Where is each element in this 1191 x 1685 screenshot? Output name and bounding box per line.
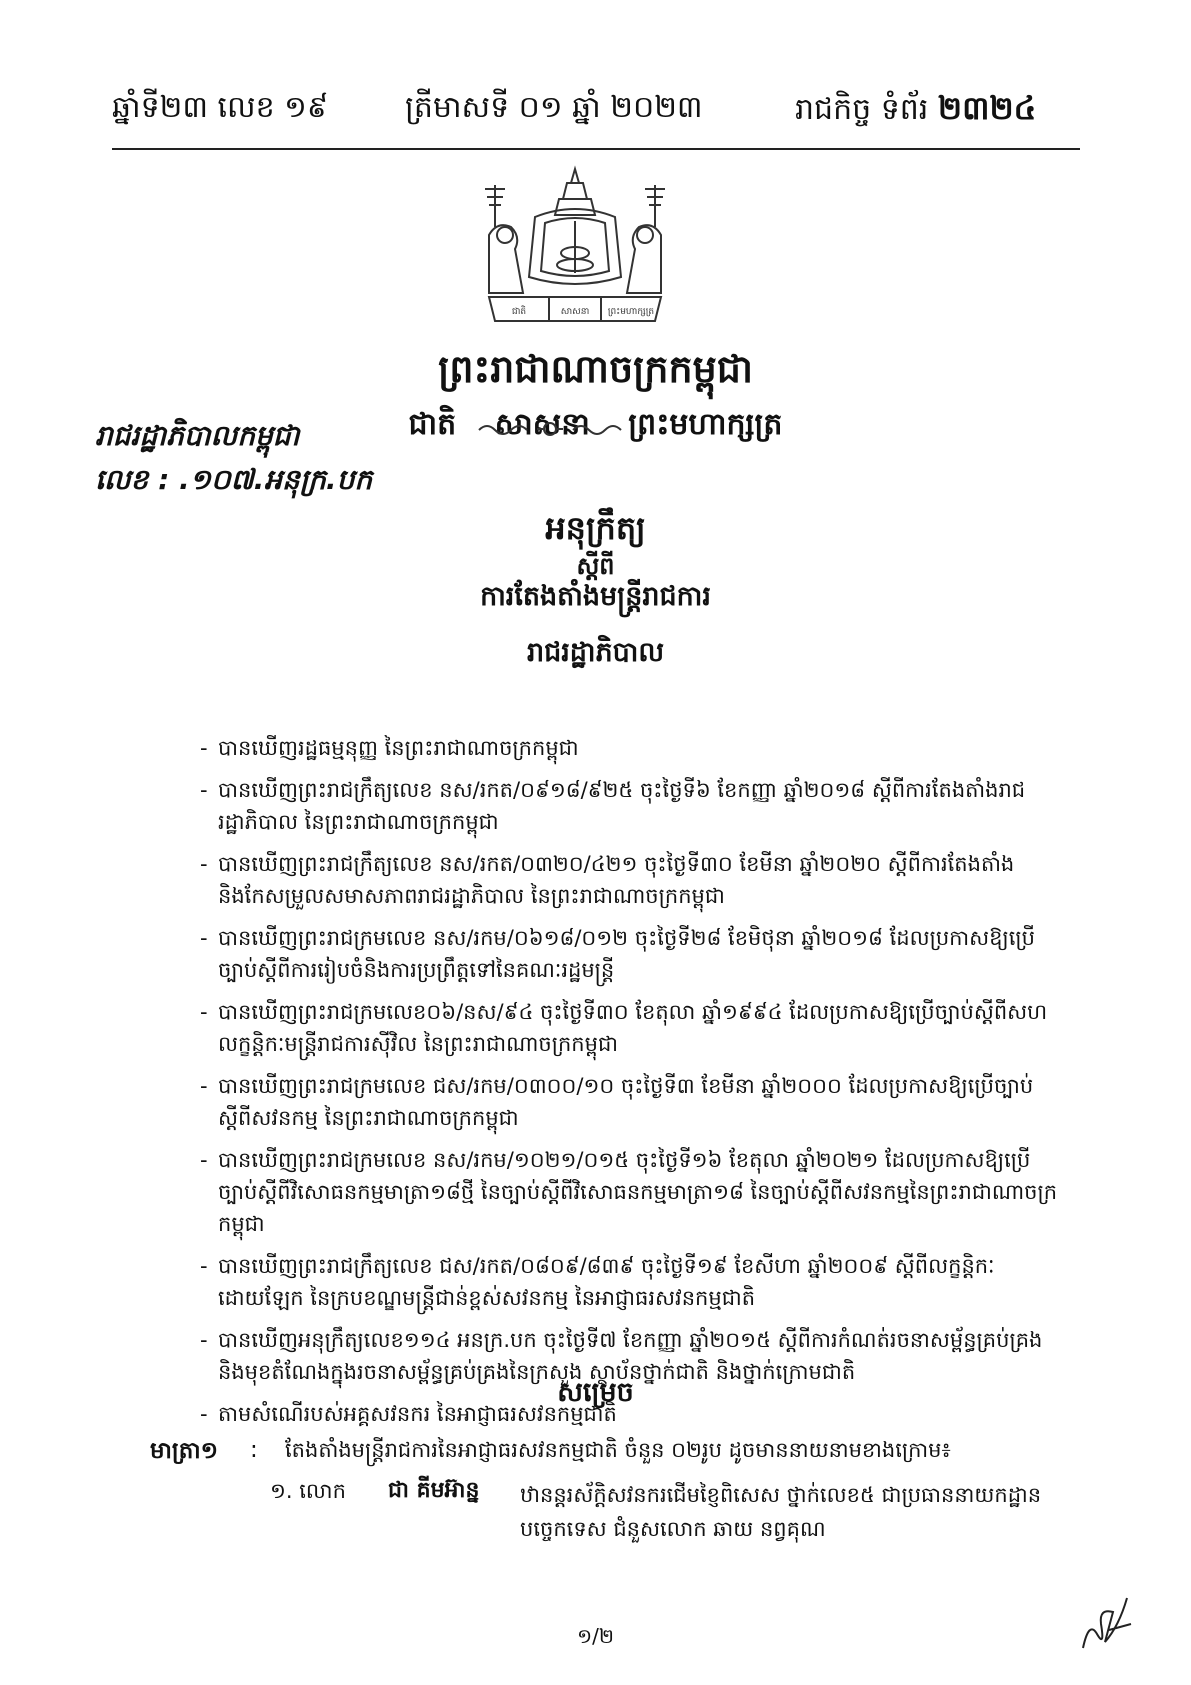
- preamble-item: - បានឃើញព្រះរាជក្រឹត្យលេខ នស/រកត/០៩១៨/៩២៥ ចុះថ្ងៃទី៦ ខែកញ្ញា ឆ្នាំ២០១៨ ស្តីពីការតែងតាំងរាជរដ្ឋាភិបាល នៃព្រះរាជាណាចក្រកម្ពុជា: [200, 778, 1026, 834]
- scroll-word-nation: ជាតិ: [511, 307, 527, 317]
- preamble-item: - តាមសំណើរបស់អគ្គសវនករ នៃអាជ្ញាធរសវនកម្មជាតិ: [200, 1402, 617, 1426]
- scroll-word-religion: សាសនា: [560, 307, 590, 317]
- decree-subject: ការតែងតាំងមន្ត្រីរាជការ: [480, 581, 711, 612]
- royal-arms-icon: [475, 165, 675, 325]
- decree-authority: រាជរដ្ឋាភិបាល: [526, 637, 665, 668]
- preamble-item: - បានឃើញព្រះរាជក្រឹត្យលេខ ជស/រកត/០៨០៩/៨៣៩ ចុះថ្ងៃទី១៩ ខែសីហា ឆ្នាំ២០០៩ ស្តីពីលក្ខន្តិកៈដោយឡែក នៃក្របខណ្ឌមន្ត្រីជាន់ខ្ពស់សវនកម្ម នៃអាជ្ញាធរសវនកម្មជាតិ: [200, 1254, 995, 1310]
- person-name: ជា គីមអ៊ាន្ន: [388, 1478, 480, 1503]
- royal-coat-of-arms: [475, 165, 675, 325]
- header-quarter: ត្រីមាសទី ០១ ឆ្នាំ ២០២៣: [405, 90, 703, 125]
- decree-about: ស្តីពី: [576, 552, 615, 580]
- article-colon: :: [250, 1437, 258, 1463]
- signature-icon: [1075, 1590, 1135, 1660]
- issuer-name: រាជរដ្ឋាភិបាលកម្ពុជា: [95, 419, 300, 452]
- decree-number: លេខ : .១០៧.អនុក្រ.បក: [95, 463, 373, 496]
- header-page-label: រាជកិច្ច ទំព័រ: [795, 92, 929, 127]
- header-page-number: ២៣២៤: [937, 89, 1037, 127]
- header-page: [795, 88, 1036, 135]
- scroll-word-king: ព្រះមហាក្សត្រ: [607, 307, 655, 317]
- decree-type: អនុក្រឹត្យ: [545, 509, 646, 547]
- header-issue: ឆ្នាំទី២៣ លេខ ១៩: [112, 90, 329, 125]
- preamble-item: - បានឃើញព្រះរាជក្រឹត្យលេខ នស/រកត/០៣២០/៤២១ ចុះថ្ងៃទី៣០ ខែមីនា ឆ្នាំ២០២០ ស្តីពីការតែងតាំង និងកែសម្រួលសមាសភាពរាជរដ្ឋាភិបាល នៃព្រះរាជាណាចក្រកម្ពុជា: [200, 852, 1015, 908]
- kingdom-title: ព្រះរាជាណាចក្រកម្ពុជា: [438, 347, 753, 391]
- article-label: មាត្រា១: [150, 1438, 219, 1464]
- preamble-item: - បានឃើញព្រះរាជក្រមលេខ ជស/រកម/០៣០០/១០ ចុះថ្ងៃទី៣ ខែមីនា ឆ្នាំ២០០០ ដែលប្រកាសឱ្យប្រើច្បាប់ស្តីពីសវនកម្ម នៃព្រះរាជាណាចក្រកម្ពុជា: [200, 1074, 1034, 1130]
- preamble-item: - បានឃើញអនុក្រឹត្យលេខ១១៤ អនក្រ.បក ចុះថ្ងៃទី៧ ខែកញ្ញា ឆ្នាំ២០១៥ ស្តីពីការកំណត់រចនាសម្ព័ន្ធគ្រប់គ្រង និងមុខតំណែងក្នុងរចនាសម្ព័ន្ធគ្រប់គ្រងនៃក្រសួង ស្ថាប័នថ្នាក់ជាតិ និងថ្នាក់ក្រោមជាតិ: [200, 1328, 1043, 1384]
- preamble-item: - បានឃើញព្រះរាជក្រមលេខ នស/រកម/១០២១/០១៥ ចុះថ្ងៃទី១៦ ខែតុលា ឆ្នាំ២០២១ ដែលប្រកាសឱ្យប្រើច្បាប់ស្តីពីវិសោធនកម្មមាត្រា១៨ថ្មី នៃច្បាប់ស្តីពីវិសោធនកម្មមាត្រា១៨ នៃច្បាប់ស្តីពីសវនកម្មនៃព្រះរាជាណាចក្រកម្ពុជា: [200, 1148, 1058, 1236]
- page-number: ១/២: [576, 1624, 614, 1648]
- initial-signature: [1075, 1590, 1135, 1664]
- person-description: ឋានន្តរស័ក្តិសវនករជើមខ្ញៃពិសេស ថ្នាក់លេខ៥ ជាប្រធាននាយកដ្ឋានបច្ចេកទេស ជំនួសលោក ឆាយ នព្វគុណ: [520, 1483, 1042, 1541]
- preamble-list: [200, 732, 1060, 1440]
- preamble-item: - បានឃើញព្រះរាជក្រមលេខ០៦/នស/៩៤ ចុះថ្ងៃទី៣០ ខែតុលា ឆ្នាំ១៩៩៤ ដែលប្រកាសឱ្យប្រើច្បាប់ស្តីពីសហលក្ខន្តិកៈមន្ត្រីរាជការស៊ីវិល នៃព្រះរាជាណាចក្រកម្ពុជា: [200, 1000, 1048, 1056]
- national-motto: ជាតិ សាសនា ព្រះមហាក្សត្រ: [408, 407, 783, 442]
- header-rule: [112, 148, 1080, 150]
- ornament-divider: [475, 418, 625, 442]
- preamble-item: - បានឃើញរដ្ឋធម្មនុញ្ញ នៃព្រះរាជាណាចក្រកម្ពុជា: [200, 736, 579, 760]
- article-text: តែងតាំងមន្ត្រីរាជការនៃអាជ្ញាធរសវនកម្មជាតិ ចំនួន ០២រូប ដូចមាននាយនាមខាងក្រោម៖: [285, 1438, 951, 1462]
- decision-heading: សម្រេច: [557, 1377, 634, 1408]
- preamble-item: - បានឃើញព្រះរាជក្រមលេខ នស/រកម/០៦១៨/០១២ ចុះថ្ងៃទី២៨ ខែមិថុនា ឆ្នាំ២០១៨ ដែលប្រកាសឱ្យប្រើច្បាប់ស្តីពីការរៀបចំនិងការប្រព្រឹត្តទៅនៃគណៈរដ្ឋមន្ត្រី: [200, 926, 1035, 982]
- person-number-title: ១. លោក: [270, 1479, 346, 1503]
- ornament-icon: [475, 418, 625, 438]
